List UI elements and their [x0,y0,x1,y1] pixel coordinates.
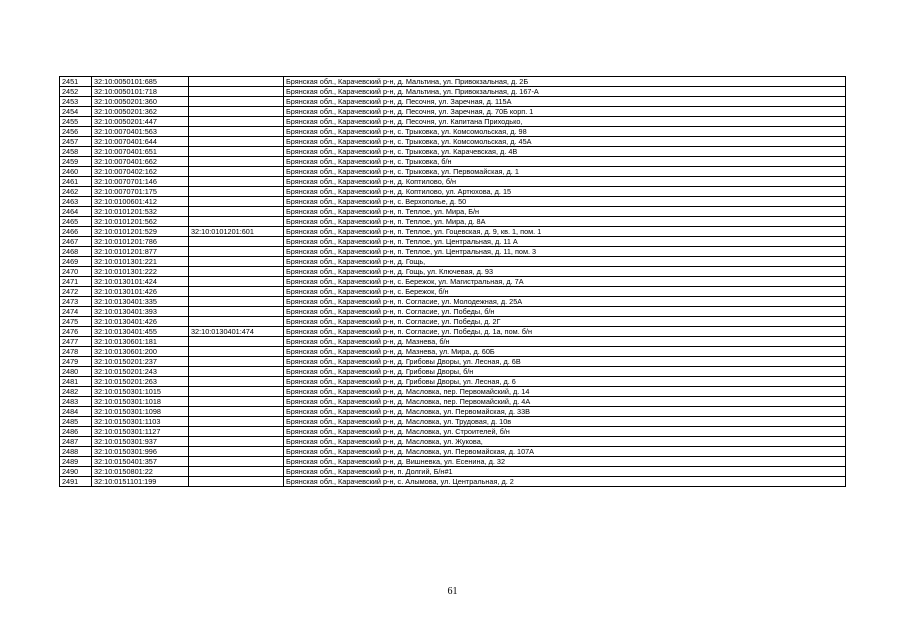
address-cell: Брянская обл., Карачевский р-н, д. Мальтина, ул. Привокзальная, д. 2Б [284,77,846,87]
table-row [60,137,846,147]
row-number-cell: 2464 [60,207,92,217]
address-cell: Брянская обл., Карачевский р-н, д. Мазнева, б/н [284,337,846,347]
address-cell: Брянская обл., Карачевский р-н, д. Коптилово, ул. Артюхова, д. 15 [284,187,846,197]
linked-cadastral-number-cell [189,197,284,207]
linked-cadastral-number-cell [189,137,284,147]
table-row [60,317,846,327]
cadastral-number-cell: 32:10:0150301:1015 [92,387,189,397]
row-number-cell: 2458 [60,147,92,157]
cadastral-number-cell: 32:10:0130401:335 [92,297,189,307]
linked-cadastral-number-cell [189,367,284,377]
cadastral-number-cell: 32:10:0101301:222 [92,267,189,277]
row-number-cell: 2460 [60,167,92,177]
address-cell: Брянская обл., Карачевский р-н, с. Трыковка, ул. Комсомольская, д. 98 [284,127,846,137]
row-number-cell: 2461 [60,177,92,187]
linked-cadastral-number-cell [189,207,284,217]
row-number-cell: 2488 [60,447,92,457]
table-row [60,117,846,127]
row-number-cell: 2476 [60,327,92,337]
address-cell: Брянская обл., Карачевский р-н, д. Песочня, ул. Заречная, д. 70Б корп. 1 [284,107,846,117]
address-cell: Брянская обл., Карачевский р-н, п. Теплое, ул. Мира, Б/н [284,207,846,217]
row-number-cell: 2490 [60,467,92,477]
linked-cadastral-number-cell [189,437,284,447]
address-cell: Брянская обл., Карачевский р-н, д. Гощь, [284,257,846,267]
row-number-cell: 2491 [60,477,92,487]
table-row [60,477,846,487]
linked-cadastral-number-cell [189,447,284,457]
row-number-cell: 2485 [60,417,92,427]
cadastral-number-cell: 32:10:0070402:162 [92,167,189,177]
cadastral-number-cell: 32:10:0050101:685 [92,77,189,87]
address-cell: Брянская обл., Карачевский р-н, д. Масловка, ул. Первомайская, д. 33В [284,407,846,417]
cadastral-number-cell: 32:10:0101201:562 [92,217,189,227]
table-row [60,267,846,277]
address-cell: Брянская обл., Карачевский р-н, п. Согласие, ул. Победы, д. 2Г [284,317,846,327]
address-cell: Брянская обл., Карачевский р-н, с. Бережок, б/н [284,287,846,297]
cadastral-number-cell: 32:10:0101201:532 [92,207,189,217]
row-number-cell: 2452 [60,87,92,97]
address-cell: Брянская обл., Карачевский р-н, д. Коптилово, б/н [284,177,846,187]
table-row [60,447,846,457]
table-row [60,357,846,367]
linked-cadastral-number-cell [189,267,284,277]
address-cell: Брянская обл., Карачевский р-н, п. Согласие, ул. Молодежная, д. 25А [284,297,846,307]
cadastral-number-cell: 32:10:0101201:529 [92,227,189,237]
table-row [60,107,846,117]
cadastral-number-cell: 32:10:0130101:424 [92,277,189,287]
address-cell: Брянская обл., Карачевский р-н, д. Масловка, ул. Трудовая, д. 10в [284,417,846,427]
row-number-cell: 2467 [60,237,92,247]
row-number-cell: 2469 [60,257,92,267]
cadastral-number-cell: 32:10:0150301:1098 [92,407,189,417]
row-number-cell: 2470 [60,267,92,277]
table-row [60,237,846,247]
linked-cadastral-number-cell [189,337,284,347]
linked-cadastral-number-cell [189,477,284,487]
linked-cadastral-number-cell [189,397,284,407]
row-number-cell: 2468 [60,247,92,257]
address-cell: Брянская обл., Карачевский р-н, с. Трыковка, ул. Комсомольская, д. 45А [284,137,846,147]
linked-cadastral-number-cell [189,177,284,187]
table-row [60,77,846,87]
row-number-cell: 2456 [60,127,92,137]
address-cell: Брянская обл., Карачевский р-н, д. Песочня, ул. Капитана Приходько, [284,117,846,127]
row-number-cell: 2465 [60,217,92,227]
row-number-cell: 2478 [60,347,92,357]
row-number-cell: 2471 [60,277,92,287]
cadastral-number-cell: 32:10:0130601:200 [92,347,189,357]
registry-table-body [60,77,846,487]
address-cell: Брянская обл., Карачевский р-н, с. Трыковка, ул. Первомайская, д. 1 [284,167,846,177]
cadastral-number-cell: 32:10:0150301:996 [92,447,189,457]
linked-cadastral-number-cell [189,167,284,177]
table-row [60,337,846,347]
table-row [60,327,846,337]
row-number-cell: 2484 [60,407,92,417]
table-row [60,377,846,387]
cadastral-number-cell: 32:10:0150401:357 [92,457,189,467]
cadastral-number-cell: 32:10:0150201:243 [92,367,189,377]
table-row [60,127,846,137]
table-row [60,87,846,97]
linked-cadastral-number-cell [189,127,284,137]
table-row [60,397,846,407]
cadastral-number-cell: 32:10:0101201:877 [92,247,189,257]
linked-cadastral-number-cell [189,237,284,247]
cadastral-number-cell: 32:10:0050201:362 [92,107,189,117]
linked-cadastral-number-cell [189,117,284,127]
table-row [60,407,846,417]
table-row [60,297,846,307]
linked-cadastral-number-cell [189,217,284,227]
linked-cadastral-number-cell [189,347,284,357]
row-number-cell: 2453 [60,97,92,107]
table-row [60,457,846,467]
linked-cadastral-number-cell [189,107,284,117]
row-number-cell: 2479 [60,357,92,367]
cadastral-number-cell: 32:10:0070401:563 [92,127,189,137]
table-row [60,387,846,397]
table-row [60,147,846,157]
linked-cadastral-number-cell [189,97,284,107]
table-row [60,207,846,217]
table-row [60,437,846,447]
address-cell: Брянская обл., Карачевский р-н, с. Бережок, ул. Магистральная, д. 7А [284,277,846,287]
row-number-cell: 2477 [60,337,92,347]
row-number-cell: 2487 [60,437,92,447]
linked-cadastral-number-cell [189,317,284,327]
table-row [60,277,846,287]
cadastral-number-cell: 32:10:0150301:937 [92,437,189,447]
row-number-cell: 2462 [60,187,92,197]
row-number-cell: 2486 [60,427,92,437]
table-row [60,347,846,357]
row-number-cell: 2482 [60,387,92,397]
cadastral-number-cell: 32:10:0151101:199 [92,477,189,487]
linked-cadastral-number-cell [189,357,284,367]
address-cell: Брянская обл., Карачевский р-н, д. Масловка, ул. Строителей, б/н [284,427,846,437]
cadastral-number-cell: 32:10:0050101:718 [92,87,189,97]
table-row [60,307,846,317]
row-number-cell: 2489 [60,457,92,467]
registry-table [59,76,846,487]
row-number-cell: 2481 [60,377,92,387]
address-cell: Брянская обл., Карачевский р-н, д. Масловка, пер. Первомайский, д. 4А [284,397,846,407]
cadastral-number-cell: 32:10:0050201:447 [92,117,189,127]
cadastral-number-cell: 32:10:0050201:360 [92,97,189,107]
address-cell: Брянская обл., Карачевский р-н, п. Теплое, ул. Гоцевская, д. 9, кв. 1, пом. 1 [284,227,846,237]
table-row [60,167,846,177]
cadastral-number-cell: 32:10:0150801:22 [92,467,189,477]
cadastral-number-cell: 32:10:0130401:455 [92,327,189,337]
address-cell: Брянская обл., Карачевский р-н, п. Долгий, Б/н#1 [284,467,846,477]
row-number-cell: 2474 [60,307,92,317]
address-cell: Брянская обл., Карачевский р-н, д. Грибовы Дворы, б/н [284,367,846,377]
row-number-cell: 2475 [60,317,92,327]
address-cell: Брянская обл., Карачевский р-н, д. Масловка, ул. Первомайская, д. 107А [284,447,846,457]
address-cell: Брянская обл., Карачевский р-н, с. Алымова, ул. Центральная, д. 2 [284,477,846,487]
address-cell: Брянская обл., Карачевский р-н, п. Теплое, ул. Центральная, д. 11 А [284,237,846,247]
linked-cadastral-number-cell [189,427,284,437]
address-cell: Брянская обл., Карачевский р-н, д. Масловка, пер. Первомайский, д. 14 [284,387,846,397]
cadastral-number-cell: 32:10:0150301:1018 [92,397,189,407]
linked-cadastral-number-cell [189,77,284,87]
row-number-cell: 2473 [60,297,92,307]
table-row [60,427,846,437]
linked-cadastral-number-cell [189,297,284,307]
linked-cadastral-number-cell [189,157,284,167]
address-cell: Брянская обл., Карачевский р-н, д. Вишневка, ул. Есенина, д. 32 [284,457,846,467]
cadastral-number-cell: 32:10:0130601:181 [92,337,189,347]
table-row [60,247,846,257]
cadastral-number-cell: 32:10:0101301:221 [92,257,189,267]
address-cell: Брянская обл., Карачевский р-н, д. Грибовы Дворы, ул. Лесная, д. 6В [284,357,846,367]
cadastral-number-cell: 32:10:0070401:644 [92,137,189,147]
row-number-cell: 2463 [60,197,92,207]
cadastral-number-cell: 32:10:0150301:1127 [92,427,189,437]
cadastral-number-cell: 32:10:0130401:393 [92,307,189,317]
address-cell: Брянская обл., Карачевский р-н, п. Согласие, ул. Победы, б/н [284,307,846,317]
address-cell: Брянская обл., Карачевский р-н, с. Верхополье, д. 50 [284,197,846,207]
linked-cadastral-number-cell [189,407,284,417]
linked-cadastral-number-cell [189,457,284,467]
cadastral-number-cell: 32:10:0070401:651 [92,147,189,157]
address-cell: Брянская обл., Карачевский р-н, с. Трыковка, ул. Карачевская, д. 4В [284,147,846,157]
linked-cadastral-number-cell [189,377,284,387]
cadastral-number-cell: 32:10:0150201:263 [92,377,189,387]
row-number-cell: 2451 [60,77,92,87]
linked-cadastral-number-cell [189,417,284,427]
cadastral-number-cell: 32:10:0100601:412 [92,197,189,207]
row-number-cell: 2457 [60,137,92,147]
table-row [60,97,846,107]
cadastral-number-cell: 32:10:0101201:786 [92,237,189,247]
row-number-cell: 2454 [60,107,92,117]
address-cell: Брянская обл., Карачевский р-н, п. Согласие, ул. Победы, д. 1а, пом. б/н [284,327,846,337]
linked-cadastral-number-cell [189,467,284,477]
table-row [60,217,846,227]
cadastral-number-cell: 32:10:0070401:662 [92,157,189,167]
table-row [60,227,846,237]
linked-cadastral-number-cell [189,187,284,197]
page-number: 61 [447,586,458,597]
cadastral-number-cell: 32:10:0150201:237 [92,357,189,367]
linked-cadastral-number-cell [189,257,284,267]
linked-cadastral-number-cell: 32:10:0130401:474 [189,327,284,337]
cadastral-number-cell: 32:10:0070701:146 [92,177,189,187]
cadastral-number-cell: 32:10:0130401:426 [92,317,189,327]
address-cell: Брянская обл., Карачевский р-н, д. Грибовы Дворы, ул. Лесная, д. 6 [284,377,846,387]
linked-cadastral-number-cell: 32:10:0101201:601 [189,227,284,237]
table-row [60,257,846,267]
table-row [60,197,846,207]
cadastral-number-cell: 32:10:0070701:175 [92,187,189,197]
address-cell: Брянская обл., Карачевский р-н, д. Песочня, ул. Заречная, д. 115А [284,97,846,107]
cadastral-number-cell: 32:10:0150301:1103 [92,417,189,427]
row-number-cell: 2466 [60,227,92,237]
address-cell: Брянская обл., Карачевский р-н, д. Гощь, ул. Ключевая, д. 93 [284,267,846,277]
cadastral-number-cell: 32:10:0130101:426 [92,287,189,297]
linked-cadastral-number-cell [189,147,284,157]
address-cell: Брянская обл., Карачевский р-н, д. Мазнева, ул. Мира, д. 60Б [284,347,846,357]
table-row [60,187,846,197]
table-row [60,367,846,377]
linked-cadastral-number-cell [189,87,284,97]
address-cell: Брянская обл., Карачевский р-н, п. Теплое, ул. Мира, д. 8А [284,217,846,227]
row-number-cell: 2459 [60,157,92,167]
linked-cadastral-number-cell [189,277,284,287]
table-row [60,467,846,477]
table-row [60,177,846,187]
table-row [60,157,846,167]
address-cell: Брянская обл., Карачевский р-н, п. Теплое, ул. Центральная, д. 11, пом. 3 [284,247,846,257]
row-number-cell: 2483 [60,397,92,407]
table-row [60,417,846,427]
linked-cadastral-number-cell [189,307,284,317]
address-cell: Брянская обл., Карачевский р-н, д. Мальтина, ул. Привокзальная, д. 167-А [284,87,846,97]
address-cell: Брянская обл., Карачевский р-н, с. Трыковка, б/н [284,157,846,167]
linked-cadastral-number-cell [189,387,284,397]
address-cell: Брянская обл., Карачевский р-н, д. Масловка, ул. Жукова, [284,437,846,447]
linked-cadastral-number-cell [189,287,284,297]
row-number-cell: 2455 [60,117,92,127]
table-row [60,287,846,297]
row-number-cell: 2480 [60,367,92,377]
linked-cadastral-number-cell [189,247,284,257]
row-number-cell: 2472 [60,287,92,297]
